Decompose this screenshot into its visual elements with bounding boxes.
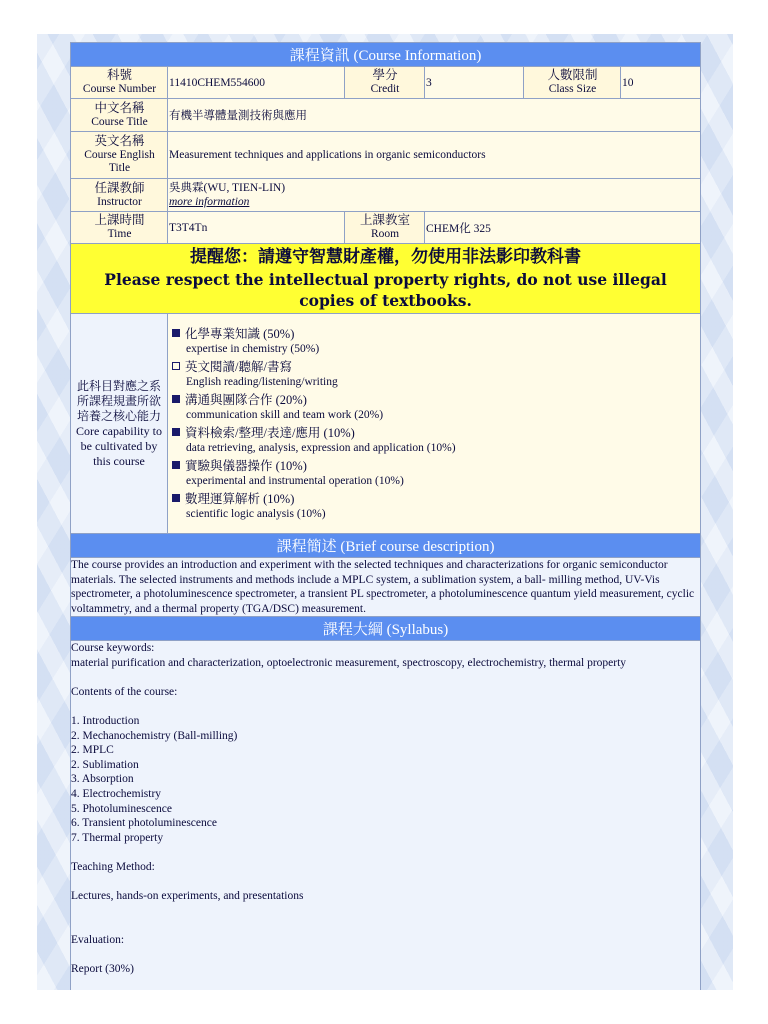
syllabus-line: 6. Transient photoluminescence [71, 817, 217, 830]
syllabus-line: 5. Photoluminescence [71, 802, 172, 815]
credit-label [345, 67, 425, 99]
syllabus-line [71, 947, 700, 962]
instructor-label-en: Instructor [97, 195, 142, 208]
capability-item [172, 459, 700, 488]
course-number-label-zh: 科號 [106, 68, 132, 82]
capability-label-line: this course [93, 453, 145, 468]
syllabus-line [71, 904, 700, 919]
capability-en: experimental and instrumental operation (10%) [186, 474, 404, 487]
course-english-title-label [71, 132, 168, 179]
syllabus-line: 2. Sublimation [71, 758, 139, 771]
capability-label-line: be cultivated by [80, 438, 158, 453]
warning-zh: 提醒您：請遵守智慧財產權，勿使用非法影印教科書 [190, 247, 582, 267]
capability-zh: 溝通與團隊合作 (20%) [185, 392, 307, 407]
syllabus-line: Course keywords: [71, 642, 155, 654]
more-information-link[interactable]: more information [169, 196, 250, 208]
class-size-label-en: Class Size [548, 83, 597, 95]
course-title-label-en: Course Title [91, 115, 148, 128]
credit-value: 3 [425, 67, 524, 99]
syllabus-line [71, 918, 700, 933]
capability-item [172, 492, 700, 521]
core-capability-label [71, 314, 168, 534]
course-number-label-en: Course Number [82, 83, 157, 95]
capability-en: expertise in chemistry (50%) [186, 342, 320, 355]
capability-label-line: 此科目對應之系 [76, 378, 161, 393]
capability-zh: 化學專業知識 (50%) [185, 326, 295, 341]
course-title-label [71, 99, 168, 132]
syllabus-header: 課程大綱 (Syllabus) [71, 617, 701, 641]
syllabus-line: 2. MPLC [71, 744, 114, 757]
syllabus-line: Evaluation: [71, 933, 125, 946]
capability-item [172, 327, 700, 356]
syllabus-line: 4. Electrochemistry [71, 787, 162, 800]
capability-label-line: 所課程規畫所欲 [76, 393, 161, 408]
syllabus-line: Contents of the course: [71, 685, 178, 698]
description-line: semiconductor materials. The selected instruments and methods include a MPLC system, a sublimation system, a ball- [71, 559, 668, 586]
english-title-label-en1: Course English [84, 149, 155, 161]
english-title-label-en2: Title [108, 162, 131, 174]
checked-square-icon [172, 428, 180, 436]
capability-item [172, 393, 700, 422]
syllabus-line: 7. Thermal property [71, 831, 164, 844]
capability-zh: 實驗與儀器操作 (10%) [185, 458, 307, 473]
time-label [71, 212, 168, 244]
capability-zh: 數理運算解析 (10%) [185, 491, 295, 506]
capability-zh: 英文閱讀/聽解/書寫 [185, 359, 292, 374]
course-english-title-value: Measurement techniques and applications in organic semiconductors [168, 132, 701, 179]
brief-description-body [71, 558, 701, 617]
unchecked-square-icon [172, 362, 180, 370]
description-line: photoluminescence quantum yield measurement, cyclic voltammetry, and a thermal property (TGA/DSC) measurement. [71, 588, 695, 615]
credit-label-zh: 學分 [372, 68, 398, 82]
course-title-value: 有機半導體量測技術與應用 [168, 99, 701, 132]
syllabus-line: material purification and characterization, optoelectronic measurement, spectroscopy, electrochemistry, thermal property [71, 656, 627, 669]
syllabus-line: Lectures, hands-on experiments, and presentations [71, 890, 304, 903]
room-label [345, 212, 425, 244]
checked-square-icon [172, 461, 180, 469]
course-info-table [70, 42, 701, 990]
time-label-en: Time [107, 228, 132, 240]
instructor-label-zh: 任課教師 [94, 180, 145, 195]
course-number-label [71, 67, 168, 99]
core-capability-list [168, 314, 701, 534]
room-label-en: Room [370, 228, 400, 240]
syllabus-line: 1. Introduction [71, 714, 140, 727]
capability-en: scientific logic analysis (10%) [186, 507, 326, 520]
syllabus-line [71, 875, 700, 890]
class-size-label-zh: 人數限制 [547, 68, 598, 82]
syllabus-line [71, 699, 700, 714]
syllabus-line: 2. Mechanochemistry (Ball-milling) [71, 729, 238, 742]
capability-en: English reading/listening/writing [186, 375, 338, 388]
capability-item [172, 426, 700, 455]
capability-en: communication skill and team work (20%) [186, 408, 384, 421]
description-line: The course provides an introduction and experiment with the selected techniques and characterizations for organic [71, 559, 598, 571]
course-info-header: 課程資訊 (Course Information) [71, 43, 701, 67]
room-value: CHEM化 325 [425, 212, 701, 244]
time-label-zh: 上課時間 [94, 213, 145, 227]
brief-description-header: 課程簡述 (Brief course description) [71, 534, 701, 558]
checked-square-icon [172, 494, 180, 502]
checked-square-icon [172, 395, 180, 403]
english-title-label-zh: 英文名稱 [94, 134, 145, 148]
instructor-name: 吳典霖(WU, TIEN-LIN) [169, 182, 286, 194]
warning-en: Please respect the intellectual property rights, do not use illegal copies of textbooks. [104, 270, 667, 310]
capability-zh: 資料檢索/整理/表達/應用 (10%) [185, 425, 355, 440]
instructor-value [168, 179, 701, 212]
class-size-label [524, 67, 621, 99]
syllabus-line [71, 670, 700, 685]
credit-label-en: Credit [370, 83, 400, 95]
syllabus-line: Teaching Method: [71, 860, 155, 873]
capability-label-line: 培養之核心能力 [76, 408, 161, 423]
description-line: milling method, UV-Vis spectrometer, a photoluminescence spectrometer, a transient PL spectrometer, a [71, 573, 660, 600]
capability-en: data retrieving, analysis, expression and application (10%) [186, 441, 456, 454]
syllabus-line: Report (30%) [71, 963, 134, 976]
instructor-label [71, 179, 168, 212]
syllabus-line [71, 845, 700, 860]
checked-square-icon [172, 329, 180, 337]
capability-label-line: Core capability to [76, 423, 162, 438]
copyright-warning [71, 244, 701, 314]
page-background [37, 34, 733, 990]
syllabus-body [71, 641, 701, 991]
time-value: T3T4Tn [168, 212, 345, 244]
capability-item [172, 360, 700, 389]
class-size-value: 10 [621, 67, 701, 99]
syllabus-line: 3. Absorption [71, 773, 134, 786]
room-label-zh: 上課教室 [359, 213, 410, 227]
course-title-label-zh: 中文名稱 [94, 100, 145, 115]
course-number-value: 11410CHEM554600 [168, 67, 345, 99]
